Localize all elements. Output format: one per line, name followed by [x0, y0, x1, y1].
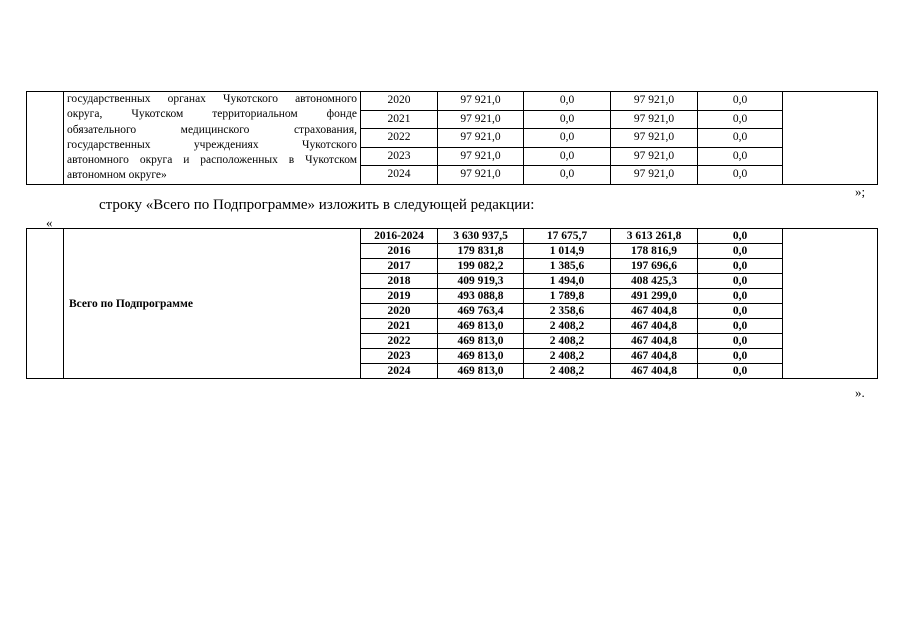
year-cell: 2024: [361, 364, 438, 379]
value-cell: 3 613 261,8: [611, 229, 698, 244]
year-cell: 2018: [361, 274, 438, 289]
total-cell: 493 088,8: [438, 289, 524, 304]
year-cell: 2024: [361, 166, 438, 185]
value-cell: 0,0: [698, 129, 783, 148]
value-cell: 17 675,7: [524, 229, 611, 244]
total-cell: 97 921,0: [438, 147, 524, 166]
value-cell: 2 408,2: [524, 334, 611, 349]
closing-quote-final: ».: [855, 385, 865, 400]
total-cell: 97 921,0: [438, 166, 524, 185]
year-cell: 2016: [361, 244, 438, 259]
total-cell: 97 921,0: [438, 92, 524, 111]
value-cell: 2 358,6: [524, 304, 611, 319]
value-cell: 0,0: [698, 274, 783, 289]
row-description: [64, 92, 361, 185]
value-cell: 0,0: [698, 110, 783, 129]
total-cell: 199 082,2: [438, 259, 524, 274]
value-cell: 0,0: [524, 92, 611, 111]
total-cell: 97 921,0: [438, 110, 524, 129]
value-cell: 408 425,3: [611, 274, 698, 289]
year-cell: 2017: [361, 259, 438, 274]
value-cell: 0,0: [698, 334, 783, 349]
description-line: округа, Чукотском территориальном фонде: [67, 108, 357, 121]
opening-quote: «: [46, 215, 53, 230]
value-cell: 0,0: [698, 304, 783, 319]
year-cell: 2021: [361, 319, 438, 334]
value-cell: 1 014,9: [524, 244, 611, 259]
table-row: [27, 92, 878, 111]
value-cell: 1 385,6: [524, 259, 611, 274]
value-cell: 467 404,8: [611, 319, 698, 334]
description-line: автономном округе»: [67, 169, 167, 182]
value-cell: 1 789,8: [524, 289, 611, 304]
value-cell: 1 494,0: [524, 274, 611, 289]
year-cell: 2021: [361, 110, 438, 129]
value-cell: 467 404,8: [611, 364, 698, 379]
total-cell: 409 919,3: [438, 274, 524, 289]
year-cell: 2022: [361, 129, 438, 148]
value-cell: 97 921,0: [611, 110, 698, 129]
value-cell: 0,0: [698, 92, 783, 111]
year-cell: 2016-2024: [361, 229, 438, 244]
empty-cell: [27, 92, 64, 185]
value-cell: 0,0: [698, 259, 783, 274]
value-cell: 0,0: [524, 147, 611, 166]
empty-cell: [27, 229, 64, 379]
value-cell: 467 404,8: [611, 349, 698, 364]
value-cell: 0,0: [698, 364, 783, 379]
value-cell: 2 408,2: [524, 349, 611, 364]
value-cell: 0,0: [698, 166, 783, 185]
value-cell: 491 299,0: [611, 289, 698, 304]
year-cell: 2019: [361, 289, 438, 304]
value-cell: 97 921,0: [611, 166, 698, 185]
description-line: государственных учреждениях Чукотского: [67, 138, 357, 151]
value-cell: 97 921,0: [611, 129, 698, 148]
year-cell: 2020: [361, 304, 438, 319]
table-row: [27, 229, 878, 244]
description-line: государственных органах Чукотского автономного: [67, 93, 357, 105]
value-cell: 467 404,8: [611, 334, 698, 349]
value-cell: 0,0: [524, 166, 611, 185]
value-cell: 467 404,8: [611, 304, 698, 319]
total-label: Всего по Подпрограмме: [64, 229, 361, 379]
year-cell: 2023: [361, 349, 438, 364]
value-cell: 0,0: [698, 349, 783, 364]
value-cell: 0,0: [524, 129, 611, 148]
value-cell: 0,0: [698, 319, 783, 334]
table-program-fragment: [26, 91, 878, 185]
value-cell: 0,0: [698, 147, 783, 166]
total-cell: 469 763,4: [438, 304, 524, 319]
total-cell: 469 813,0: [438, 349, 524, 364]
total-cell: 179 831,8: [438, 244, 524, 259]
total-cell: 469 813,0: [438, 364, 524, 379]
value-cell: 97 921,0: [611, 147, 698, 166]
empty-cell: [783, 229, 878, 379]
value-cell: 0,0: [698, 244, 783, 259]
amendment-instruction: строку «Всего по Подпрограмме» изложить в следующей редакции:: [99, 197, 535, 213]
year-cell: 2020: [361, 92, 438, 111]
value-cell: 197 696,6: [611, 259, 698, 274]
description-line: обязательного медицинского страхования,: [67, 123, 357, 136]
total-cell: 97 921,0: [438, 129, 524, 148]
value-cell: 2 408,2: [524, 364, 611, 379]
value-cell: 0,0: [698, 229, 783, 244]
total-cell: 469 813,0: [438, 334, 524, 349]
value-cell: 0,0: [698, 289, 783, 304]
value-cell: 97 921,0: [611, 92, 698, 111]
year-cell: 2022: [361, 334, 438, 349]
value-cell: 0,0: [524, 110, 611, 129]
empty-cell: [783, 92, 878, 185]
closing-quote: »;: [855, 184, 866, 199]
table-total-subprogram: [26, 228, 878, 379]
description-line: автономного округа и расположенных в Чукотском: [67, 154, 357, 167]
year-cell: 2023: [361, 147, 438, 166]
value-cell: 178 816,9: [611, 244, 698, 259]
total-cell: 469 813,0: [438, 319, 524, 334]
value-cell: 2 408,2: [524, 319, 611, 334]
total-cell: 3 630 937,5: [438, 229, 524, 244]
